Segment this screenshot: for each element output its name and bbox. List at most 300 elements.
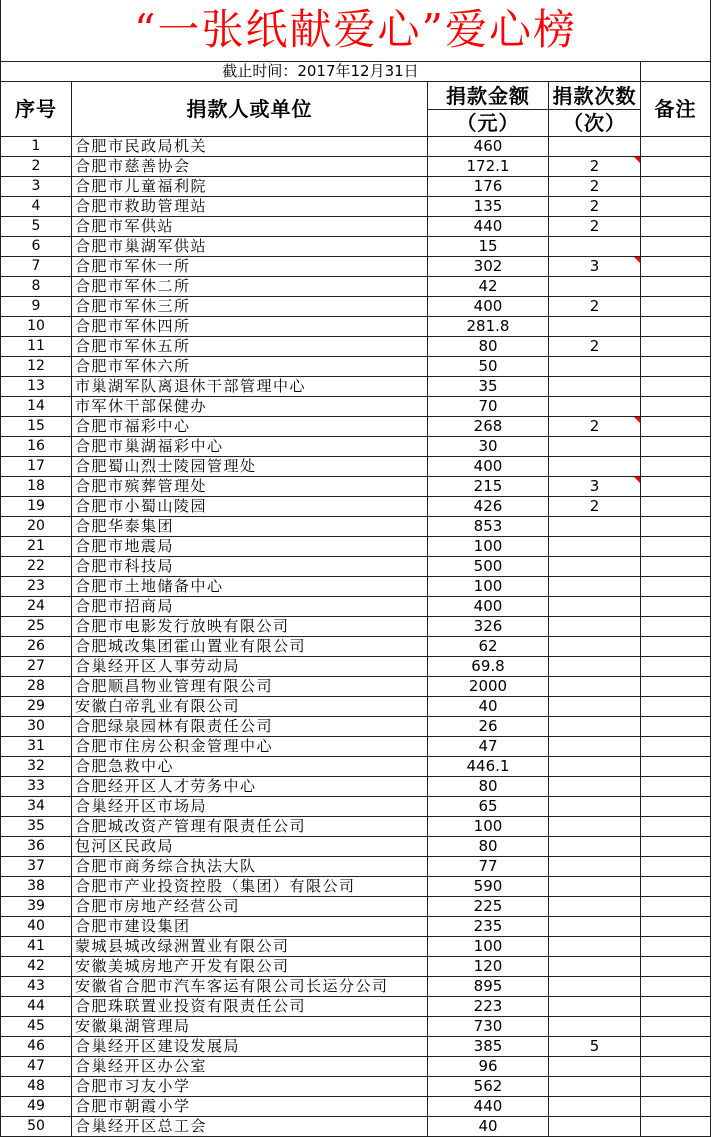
row-number-cell-text: 29: [27, 698, 45, 714]
header-count-unit: [549, 110, 640, 136]
title-row: [0, 0, 711, 62]
row-number-cell: [0, 197, 72, 217]
row-number-cell: [0, 957, 72, 977]
row-number-cell-text: 48: [27, 1078, 45, 1094]
row-number-cell-text: 7: [31, 258, 41, 274]
table-row: [0, 697, 711, 717]
amount-cell-text: 77: [478, 857, 498, 875]
table-row: [0, 737, 711, 757]
amount-cell: [428, 897, 549, 917]
donor-cell-text: 合肥市军供站: [75, 217, 175, 235]
amount-cell: [428, 657, 549, 677]
table-row: [0, 477, 711, 497]
table-header: [0, 82, 711, 137]
donor-cell-text: 合肥经开区人才劳务中心: [75, 777, 257, 795]
amount-cell-text: 326: [473, 617, 503, 635]
donor-cell: [72, 397, 428, 417]
table-row: [0, 417, 711, 437]
remark-cell: [641, 497, 711, 517]
amount-cell: [428, 977, 549, 997]
donor-cell: [72, 1037, 428, 1057]
donor-cell: [72, 1117, 428, 1137]
table-row: [0, 337, 711, 357]
amount-cell: [428, 1097, 549, 1117]
remark-cell: [641, 897, 711, 917]
donor-cell-text: 合肥市住房公积金管理中心: [75, 737, 274, 755]
row-number-cell-text: 39: [27, 898, 45, 914]
row-number-cell-text: 1: [31, 138, 41, 154]
amount-cell-text: 426: [473, 497, 503, 515]
donor-cell: [72, 417, 428, 437]
count-cell: [549, 777, 641, 797]
remark-cell: [641, 177, 711, 197]
amount-cell-text: 440: [473, 217, 503, 235]
donor-cell: [72, 377, 428, 397]
row-number-cell: [0, 297, 72, 317]
donor-cell: [72, 317, 428, 337]
count-cell: [549, 757, 641, 777]
table-row: [0, 717, 711, 737]
count-cell-text: 2: [589, 497, 600, 515]
donor-cell-text: 合肥城改资产管理有限责任公司: [75, 817, 307, 835]
remark-cell: [641, 537, 711, 557]
amount-cell-text: 281.8: [466, 317, 510, 335]
table-row: [0, 297, 711, 317]
donor-cell: [72, 837, 428, 857]
row-number-cell: [0, 157, 72, 177]
row-number-cell-text: 25: [27, 618, 45, 634]
table-row: [0, 537, 711, 557]
donor-cell: [72, 297, 428, 317]
row-number-cell: [0, 657, 72, 677]
row-number-cell: [0, 917, 72, 937]
donor-cell: [72, 957, 428, 977]
donor-cell-text: 合巢经开区办公室: [75, 1057, 208, 1075]
donor-cell-text: 合肥市地震局: [75, 537, 175, 555]
count-cell: [549, 337, 641, 357]
donor-cell-text: 安徽美城房地产开发有限公司: [75, 957, 290, 975]
count-cell: [549, 1057, 641, 1077]
remark-cell: [641, 817, 711, 837]
count-cell-text: 2: [589, 297, 600, 315]
donor-cell-text: 合肥华泰集团: [75, 517, 175, 535]
count-cell: [549, 837, 641, 857]
amount-cell: [428, 217, 549, 237]
row-number-cell-text: 31: [27, 738, 45, 754]
header-count-unit-label: （次）: [563, 111, 626, 135]
table-row: [0, 817, 711, 837]
count-cell: [549, 717, 641, 737]
amount-cell: [428, 337, 549, 357]
row-number-cell-text: 14: [27, 398, 45, 414]
count-cell: [549, 577, 641, 597]
row-number-cell-text: 38: [27, 878, 45, 894]
row-number-cell: [0, 897, 72, 917]
comment-marker-icon[interactable]: [634, 477, 640, 483]
amount-cell: [428, 677, 549, 697]
row-number-cell-text: 18: [27, 478, 45, 494]
amount-cell: [428, 817, 549, 837]
count-cell: [549, 557, 641, 577]
row-number-cell: [0, 717, 72, 737]
remark-cell: [641, 677, 711, 697]
count-cell: [549, 917, 641, 937]
table-row: [0, 437, 711, 457]
row-number-cell: [0, 977, 72, 997]
table-row: [0, 177, 711, 197]
count-cell: [549, 937, 641, 957]
table-row: [0, 1097, 711, 1117]
amount-cell: [428, 597, 549, 617]
amount-cell-text: 50: [478, 357, 498, 375]
donor-cell: [72, 977, 428, 997]
row-number-cell-text: 9: [31, 298, 41, 314]
remark-cell: [641, 1037, 711, 1057]
donor-cell: [72, 577, 428, 597]
row-number-cell-text: 45: [27, 1018, 45, 1034]
amount-cell: [428, 577, 549, 597]
count-cell: [549, 657, 641, 677]
deadline-text: 截止时间：2017年12月31日: [222, 62, 419, 80]
amount-cell: [428, 197, 549, 217]
remark-cell: [641, 797, 711, 817]
amount-cell-text: 96: [478, 1057, 498, 1075]
row-number-cell-text: 28: [27, 678, 45, 694]
amount-cell-text: 215: [473, 477, 503, 495]
donor-cell-text: 市巢湖军队离退休干部管理中心: [75, 377, 307, 395]
row-number-cell: [0, 1097, 72, 1117]
row-number-cell-text: 20: [27, 518, 45, 534]
amount-cell: [428, 1117, 549, 1137]
table-row: [0, 197, 711, 217]
donor-cell-text: 合肥市军休二所: [75, 277, 191, 295]
amount-cell: [428, 1077, 549, 1097]
amount-cell-text: 80: [478, 777, 498, 795]
donor-cell: [72, 777, 428, 797]
count-cell: [549, 517, 641, 537]
row-number-cell: [0, 477, 72, 497]
header-amount-unit-label: （元）: [456, 111, 520, 135]
donor-cell: [72, 337, 428, 357]
row-number-cell: [0, 177, 72, 197]
amount-cell-text: 500: [473, 557, 503, 575]
donor-cell: [72, 1097, 428, 1117]
table-row: [0, 237, 711, 257]
donor-cell-text: 合肥市产业投资控股（集团）有限公司: [75, 877, 356, 895]
count-cell: [549, 1097, 641, 1117]
donor-cell: [72, 697, 428, 717]
amount-cell-text: 40: [478, 1117, 498, 1135]
header-count-title: [549, 82, 640, 110]
amount-cell-text: 853: [473, 517, 503, 535]
count-cell: [549, 477, 641, 497]
table-row: [0, 677, 711, 697]
count-cell: [549, 497, 641, 517]
donor-cell-text: 合肥市招商局: [75, 597, 175, 615]
remark-cell: [641, 397, 711, 417]
amount-cell-text: 40: [478, 697, 498, 715]
amount-cell-text: 400: [473, 597, 503, 615]
row-number-cell-text: 40: [27, 918, 45, 934]
amount-cell: [428, 277, 549, 297]
remark-cell: [641, 837, 711, 857]
donor-cell-text: 合肥市科技局: [75, 557, 175, 575]
amount-cell: [428, 737, 549, 757]
count-cell: [549, 617, 641, 637]
amount-cell: [428, 397, 549, 417]
donor-cell-text: 合肥市电影发行放映有限公司: [75, 617, 290, 635]
table-row: [0, 1017, 711, 1037]
amount-cell-text: 2000: [468, 677, 508, 695]
count-cell: [549, 1017, 641, 1037]
donor-cell: [72, 177, 428, 197]
amount-cell-text: 895: [473, 977, 503, 995]
row-number-cell: [0, 497, 72, 517]
donor-cell: [72, 917, 428, 937]
remark-cell: [641, 237, 711, 257]
donor-cell: [72, 277, 428, 297]
row-number-cell: [0, 837, 72, 857]
count-cell: [549, 317, 641, 337]
donor-cell: [72, 1077, 428, 1097]
table-row: [0, 977, 711, 997]
row-number-cell-text: 41: [27, 938, 45, 954]
count-cell: [549, 1117, 641, 1137]
remark-cell: [641, 457, 711, 477]
donor-cell: [72, 857, 428, 877]
row-number-cell-text: 27: [27, 658, 45, 674]
donor-cell-text: 合肥市儿童福利院: [75, 177, 208, 195]
donor-cell: [72, 817, 428, 837]
row-number-cell-text: 2: [31, 158, 41, 174]
row-number-cell: [0, 437, 72, 457]
amount-cell-text: 235: [473, 917, 503, 935]
row-number-cell: [0, 817, 72, 837]
amount-cell-text: 385: [473, 1037, 503, 1055]
count-cell: [549, 417, 641, 437]
donor-cell-text: 合肥市军休三所: [75, 297, 191, 315]
row-number-cell-text: 22: [27, 558, 45, 574]
donor-cell-text: 安徽省合肥市汽车客运有限公司长运分公司: [75, 977, 389, 995]
donor-cell: [72, 497, 428, 517]
count-cell-text: 3: [589, 477, 600, 495]
table-row: [0, 397, 711, 417]
donor-cell: [72, 997, 428, 1017]
comment-marker-icon[interactable]: [634, 417, 640, 423]
donor-cell-text: 合肥市军休六所: [75, 357, 191, 375]
amount-cell-text: 590: [473, 877, 503, 895]
count-cell: [549, 217, 641, 237]
donor-cell-text: 合肥市军休一所: [75, 257, 191, 275]
remark-cell: [641, 517, 711, 537]
row-number-cell: [0, 397, 72, 417]
row-number-cell-text: 10: [27, 318, 45, 334]
header-remark: [641, 82, 711, 137]
remark-cell: [641, 557, 711, 577]
row-number-cell: [0, 337, 72, 357]
donor-cell-text: 合肥城改集团霍山置业有限公司: [75, 637, 307, 655]
row-number-cell: [0, 1057, 72, 1077]
count-cell: [549, 1037, 641, 1057]
header-amount-title: [428, 82, 548, 110]
amount-cell: [428, 457, 549, 477]
count-cell: [549, 537, 641, 557]
table-row: [0, 777, 711, 797]
donor-cell: [72, 897, 428, 917]
amount-cell: [428, 917, 549, 937]
count-cell: [549, 737, 641, 757]
comment-marker-icon[interactable]: [634, 157, 640, 163]
row-number-cell-text: 32: [27, 758, 45, 774]
amount-cell: [428, 617, 549, 637]
amount-cell-text: 562: [473, 1077, 503, 1095]
table-body: [0, 137, 711, 1137]
count-cell: [549, 637, 641, 657]
remark-cell: [641, 137, 711, 157]
donor-cell: [72, 517, 428, 537]
amount-cell-text: 730: [473, 1017, 503, 1035]
row-number-cell: [0, 277, 72, 297]
comment-marker-icon[interactable]: [634, 257, 640, 263]
donor-cell-text: 合肥市商务综合执法大队: [75, 857, 257, 875]
count-cell: [549, 137, 641, 157]
donor-cell: [72, 477, 428, 497]
donor-cell: [72, 537, 428, 557]
row-number-cell-text: 24: [27, 598, 45, 614]
amount-cell-text: 26: [478, 717, 498, 735]
amount-cell: [428, 797, 549, 817]
amount-cell: [428, 297, 549, 317]
amount-cell-text: 30: [478, 437, 498, 455]
amount-cell-text: 100: [473, 577, 503, 595]
amount-cell-text: 223: [473, 997, 503, 1015]
count-cell: [549, 817, 641, 837]
remark-cell: [641, 617, 711, 637]
count-cell: [549, 457, 641, 477]
remark-cell: [641, 317, 711, 337]
donor-cell-text: 蒙城县城改绿洲置业有限公司: [75, 937, 290, 955]
donor-cell-text: 合肥市巢湖福彩中心: [75, 437, 224, 455]
row-number-cell: [0, 777, 72, 797]
count-cell: [549, 177, 641, 197]
remark-cell: [641, 637, 711, 657]
row-number-cell: [0, 737, 72, 757]
donor-cell: [72, 357, 428, 377]
table-row: [0, 1057, 711, 1077]
row-number-cell-text: 42: [27, 958, 45, 974]
donor-cell-text: 安徽巢湖管理局: [75, 1017, 191, 1035]
amount-cell-text: 100: [473, 537, 503, 555]
table-row: [0, 1037, 711, 1057]
amount-cell-text: 100: [473, 817, 503, 835]
row-number-cell: [0, 637, 72, 657]
amount-cell-text: 302: [473, 257, 503, 275]
remark-cell: [641, 857, 711, 877]
header-amount-unit: [428, 110, 548, 136]
donor-cell: [72, 237, 428, 257]
donor-cell: [72, 617, 428, 637]
amount-cell: [428, 497, 549, 517]
donor-cell-text: 合肥市朝霞小学: [75, 1097, 191, 1115]
header-amount: [428, 82, 549, 137]
remark-cell: [641, 977, 711, 997]
amount-cell: [428, 317, 549, 337]
amount-cell: [428, 137, 549, 157]
donor-cell: [72, 157, 428, 177]
table-row: [0, 257, 711, 277]
amount-cell-text: 268: [473, 417, 503, 435]
donor-cell-text: 合肥蜀山烈士陵园管理处: [75, 457, 257, 475]
amount-cell: [428, 357, 549, 377]
amount-cell: [428, 537, 549, 557]
count-cell: [549, 997, 641, 1017]
remark-cell: [641, 277, 711, 297]
amount-cell: [428, 837, 549, 857]
amount-cell-text: 135: [473, 197, 503, 215]
row-number-cell-text: 4: [31, 198, 41, 214]
row-number-cell: [0, 537, 72, 557]
donor-cell-text: 市军休干部保健办: [75, 397, 208, 415]
row-number-cell: [0, 557, 72, 577]
amount-cell: [428, 517, 549, 537]
row-number-cell: [0, 937, 72, 957]
remark-cell: [641, 917, 711, 937]
donor-cell: [72, 937, 428, 957]
donor-cell-text: 合巢经开区人事劳动局: [75, 657, 241, 675]
donor-cell: [72, 437, 428, 457]
amount-cell: [428, 1057, 549, 1077]
count-cell-text: 3: [589, 257, 600, 275]
page-title: “一张纸献爱心”爱心榜: [134, 5, 577, 54]
donor-cell: [72, 597, 428, 617]
deadline-row: [0, 62, 711, 82]
remark-cell: [641, 257, 711, 277]
amount-cell-text: 176: [473, 177, 503, 195]
donor-cell-text: 合肥绿泉园林有限责任公司: [75, 717, 274, 735]
donor-cell-text: 合肥顺昌物业管理有限公司: [75, 677, 274, 695]
remark-cell: [641, 417, 711, 437]
amount-cell-text: 80: [478, 837, 498, 855]
row-number-cell: [0, 697, 72, 717]
donor-cell: [72, 877, 428, 897]
row-number-cell-text: 49: [27, 1098, 45, 1114]
table-row: [0, 757, 711, 777]
row-number-cell-text: 37: [27, 858, 45, 874]
donor-cell-text: 合肥市建设集团: [75, 917, 191, 935]
header-count-label: 捐款次数: [552, 84, 637, 108]
count-cell: [549, 277, 641, 297]
amount-cell-text: 100: [473, 937, 503, 955]
amount-cell: [428, 877, 549, 897]
table-row: [0, 837, 711, 857]
header-donor: [72, 82, 428, 137]
donor-cell-text: 合肥市军休五所: [75, 337, 191, 355]
remark-cell: [641, 577, 711, 597]
table-row: [0, 937, 711, 957]
donor-cell-text: 合肥市军休四所: [75, 317, 191, 335]
count-cell: [549, 397, 641, 417]
row-number-cell: [0, 877, 72, 897]
remark-cell: [641, 717, 711, 737]
donor-cell-text: 合肥市慈善协会: [75, 157, 191, 175]
empty-cell: [641, 62, 711, 82]
row-number-cell: [0, 677, 72, 697]
amount-cell-text: 120: [473, 957, 503, 975]
amount-cell: [428, 377, 549, 397]
remark-cell: [641, 1017, 711, 1037]
row-number-cell: [0, 357, 72, 377]
count-cell: [549, 877, 641, 897]
